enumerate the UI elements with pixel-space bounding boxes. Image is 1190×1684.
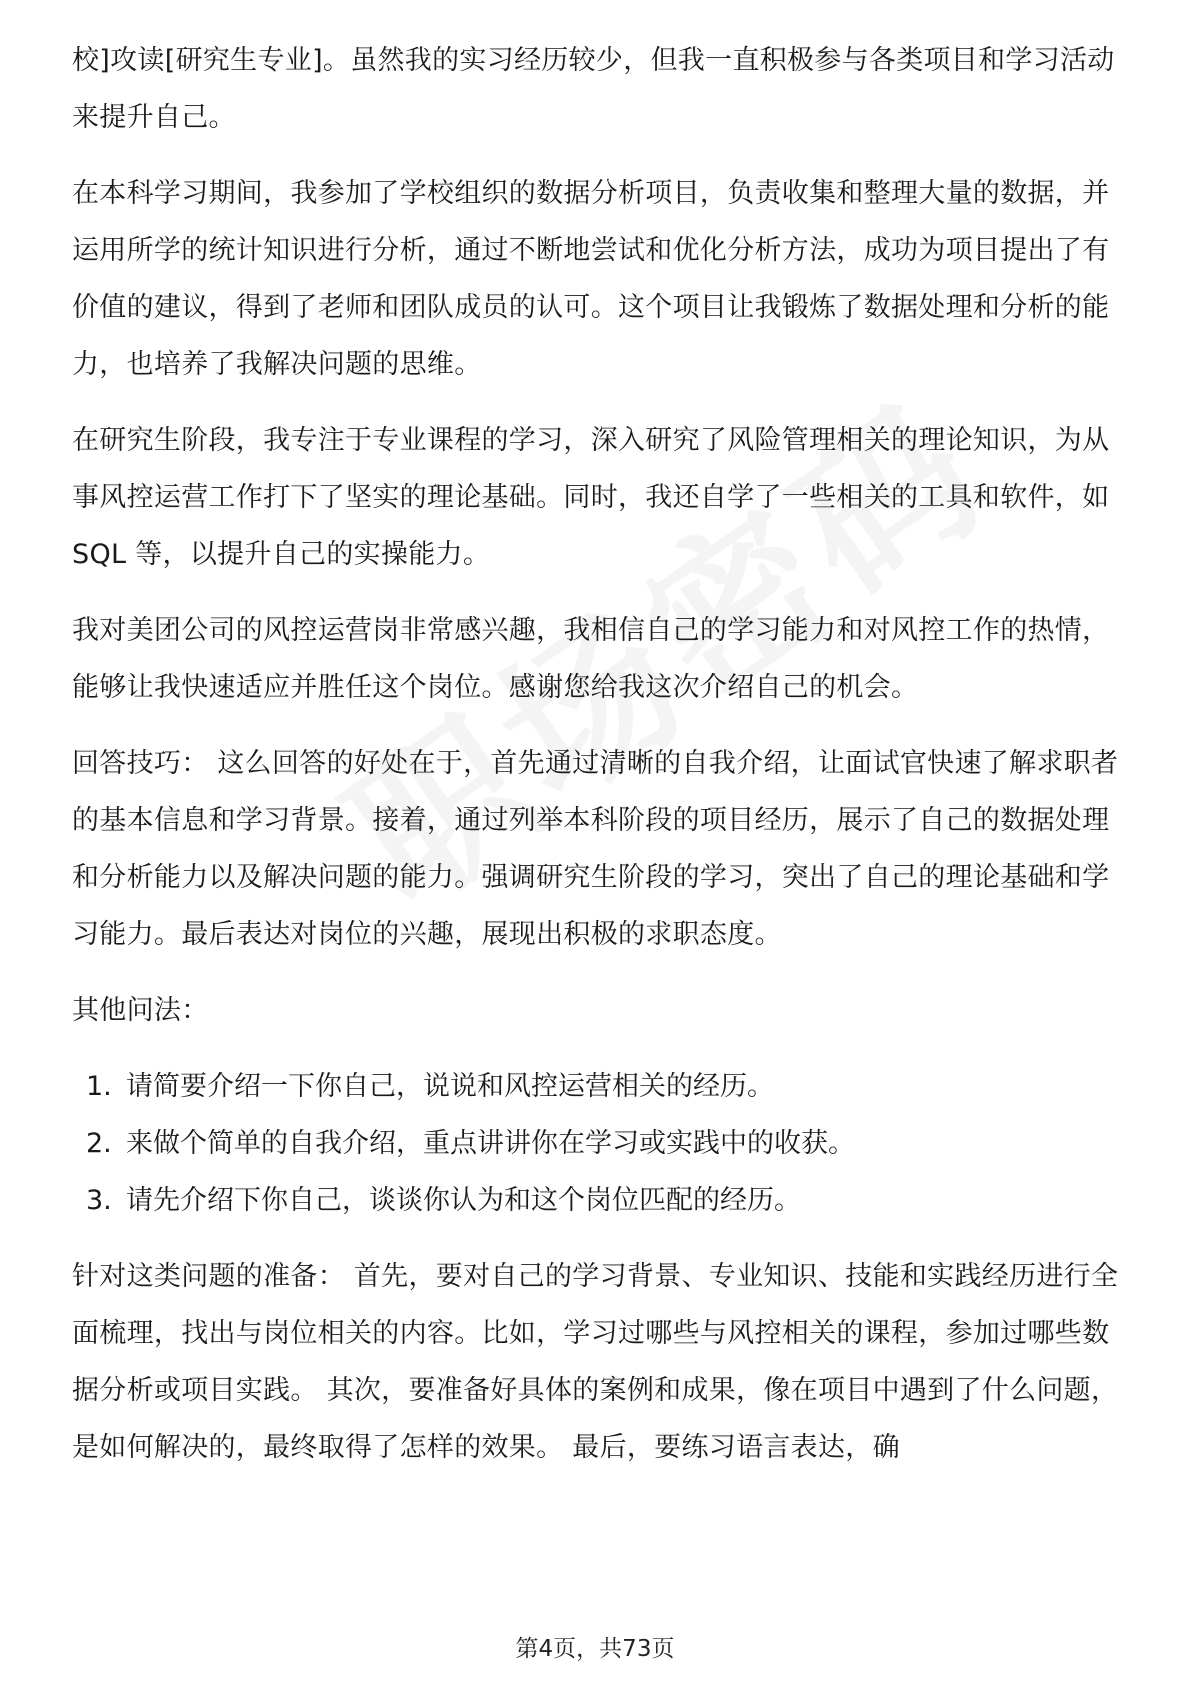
paragraph-answer-tips: 回答技巧： 这么回答的好处在于，首先通过清晰的自我介绍，让面试官快速了解求职者的基本信息和学习背景。接着，通过列举本科阶段的项目经历，展示了自己的数据处理和分析能力以及解决问题的能力。强调研究生阶段的学习，突出了自己的理论基础和学习能力。最后表达对岗位的兴趣，展现出积极的求职态度。 [72,748,1119,950]
paragraph-intro-continued: 校]攻读[研究生专业]。虽然我的实习经历较少，但我一直积极参与各类项目和学习活动来提升自己。 [72,45,1115,133]
list-text: 请先介绍下你自己，谈谈你认为和这个岗位匹配的经历。 [126,1185,801,1216]
paragraph-interest: 我对美团公司的风控运营岗非常感兴趣，我相信自己的学习能力和对风控工作的热情，能够让我快速适应并胜任这个岗位。感谢您给我这次介绍自己的机会。 [72,615,1110,703]
list-number: 3. [86,1185,112,1216]
page-number-footer: 第4页，共73页 [515,1636,675,1662]
list-item [72,1115,1122,1172]
list-number: 1. [86,1071,112,1102]
paragraph-graduate-study: 在研究生阶段，我专注于专业课程的学习，深入研究了风险管理相关的理论知识，为从事风控运营工作打下了坚实的理论基础。同时，我还自学了一些相关的工具和软件，如 SQL 等，以提升自己的实操能力。 [72,425,1110,570]
list-number: 2. [86,1128,112,1159]
list-item [72,1172,1122,1229]
paragraph-preparation: 针对这类问题的准备： 首先，要对自己的学习背景、专业知识、技能和实践经历进行全面梳理，找出与岗位相关的内容。比如，学习过哪些与风控相关的课程，参加过哪些数据分析或项目实践。 其次，要准备好具体的案例和成果，像在项目中遇到了什么问题，是如何解决的，最终取得了怎样的效果。 最后，要练习语言表达，确 [72,1261,1119,1463]
list-text: 来做个简单的自我介绍，重点讲讲你在学习或实践中的收获。 [126,1128,855,1159]
list-text: 请简要介绍一下你自己，说说和风控运营相关的经历。 [126,1071,774,1102]
alt-question-list [72,1058,1122,1229]
page-content [72,32,1122,1495]
list-item [72,1058,1122,1115]
paragraph-undergrad-project: 在本科学习期间，我参加了学校组织的数据分析项目，负责收集和整理大量的数据，并运用所学的统计知识进行分析，通过不断地尝试和优化分析方法，成功为项目提出了有价值的建议，得到了老师和团队成员的认可。这个项目让我锻炼了数据处理和分析的能力，也培养了我解决问题的思维。 [72,178,1110,380]
paragraph-other-questions-heading: 其他问法： [72,995,209,1026]
